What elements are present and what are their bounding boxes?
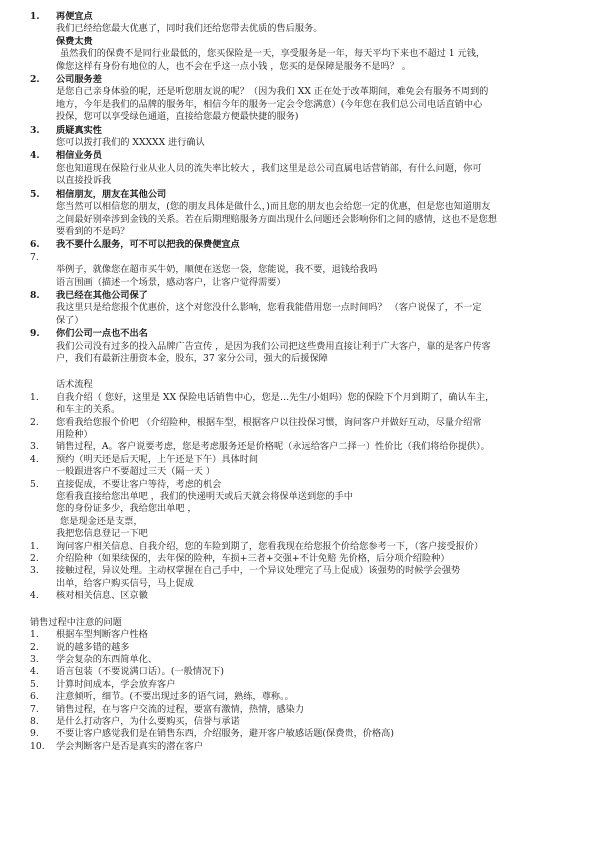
paragraph-line: 您当然可以相信您的朋友，(您的朋友具体是做什么，)而且您的朋友也会给您一定的优惠，但是您也知道朋友 <box>56 201 491 213</box>
list-item: 5. 计算时间成本，学会放弃客户 <box>30 678 176 690</box>
paragraph-line: 您可以拨打我们的 XXXXX 进行确认 <box>56 137 205 149</box>
heading-3: 3. 质疑真实性 <box>30 124 102 136</box>
paragraph-line: 您看我直接给您出单吧 ，我们的快递明天或后天就会将保单送到您的手中 <box>56 491 353 503</box>
list-item: 6. 注意倾听，细节。(不要出现过多的语气词，熟练，尊称。。 <box>30 691 294 703</box>
list-item: 3. 学会复杂的东西简单化、 <box>30 653 158 665</box>
list-item: 3. 销售过程，A。客户说要考虑，您是考虑服务还是价格呢（永远给客户二择一）性价比（我们将给你提供）。 <box>30 441 490 453</box>
list-item: 3. 接触过程，异议处理。主动权掌握在自己手中，一个异议处理完了马上促成）该强势的时候学会强势 <box>30 565 461 577</box>
paragraph-line: 要看到的不是吗？ <box>56 225 130 237</box>
list-item: 2. 说的越多错的越多 <box>30 641 130 653</box>
paragraph-line: 举例子，就像您在超市买牛奶，顺便在送您一袋，您能说，我不要，退钱给我吗 <box>56 264 378 276</box>
paragraph-line: 虽然我们的保费不是同行业最低的，您买保险是一天，享受服务是一年，每天平均下来也不超过 1 元钱， <box>60 48 486 60</box>
list-number: 7. <box>30 251 39 263</box>
paragraph-line: 像您这样有身份有地位的人，也不会在乎这一点小钱 ，您买的是保障是服务不是吗？ 。 <box>56 60 411 72</box>
paragraph-line: 我把您信息登记一下吧 <box>56 528 148 540</box>
paragraph-line: 您的身份证多少，我给您出单吧 ， <box>56 503 197 515</box>
list-item: 1. 根据车型判断客户性格 <box>30 629 148 641</box>
paragraph-line: 您是现金还是支票， <box>60 515 143 527</box>
heading-9: 9. 你们公司一点也不出名 <box>30 328 148 340</box>
paragraph-line: 以直接投诉我 <box>56 175 112 187</box>
heading-2: 2. 公司服务差 <box>30 74 102 86</box>
list-item: 4. 语言包装（不要说满口话）。(一般情况下) <box>30 666 224 678</box>
paragraph-line: 是您自己亲身体验的呢，还是听您朋友说的呢？（因为我们 XX 正在处于改革期间，难免会有服务不周到的 <box>56 86 489 98</box>
paragraph-line: 地方，今年是我们的品牌的服务年，相信今年的服务一定会令您满意）(今年您在我们总公司电话直销中心 <box>56 98 483 110</box>
heading-6: 6. 我不要什么服务，可不可以把我的保费便宜点 <box>30 239 240 251</box>
list-item: 1. 询问客户相关信息、自我介绍，您的车险到期了，您看我现在给您报个价给您参考一下，（客户接受报价） <box>30 540 484 552</box>
list-item: 8. 是什么打动客户，为什么要购买，信誉与承诺 <box>30 715 240 727</box>
list-item: 4. 预约（明天还是后天呢，上午还是下午）具体时间 <box>30 453 259 465</box>
heading-8: 8. 我已经在其他公司保了 <box>30 289 148 301</box>
heading-5: 5. 相信朋友，朋友在其他公司 <box>30 188 167 200</box>
paragraph-line: 和车主的关系。 <box>56 404 121 416</box>
paragraph-line: 我们已经给您最大优惠了，同时我们还给您带去优质的售后服务。 <box>56 23 323 35</box>
paragraph-line: 一般跟进客户不要超过三天（隔一天 ） <box>56 466 216 478</box>
paragraph-line: 出单，给客户购买信号，马上促成 <box>56 577 194 589</box>
list-item: 9. 不要让客户感觉我们是在销售东西，介绍服务，避开客户敏感话题(保费贵，价格高) <box>30 728 394 740</box>
list-item: 2. 介绍险种（如果续保的，去年保的险种，车损+三者+交强+不计免赔 先价格，后分项介绍险种） <box>30 553 450 565</box>
section-title: 话术流程 <box>56 379 93 391</box>
paragraph-line: 语言围画（描述一个场景，感动客户，让客户觉得需要） <box>56 276 286 288</box>
document-page <box>30 10 585 753</box>
paragraph-line: 投保，您可以享受绿色通道，直接给您最方便最快捷的服务) <box>56 111 299 123</box>
list-item: 10. 学会判断客户是否是真实的潜在客户 <box>30 740 203 752</box>
section-title: 销售过程中注意的问题 <box>30 616 122 628</box>
list-item: 2. 您看我给您报个价吧 （介绍险种，根据车型，根据客户以往投保习惯，询问客户并做好互动，尽量介绍常 <box>30 416 482 428</box>
paragraph-line: 我们公司没有过多的投入品牌广告宣传 ，是因为我们公司把这些费用直接让利于广大客户，靠的是客户传客 <box>56 340 491 352</box>
heading-1: 1. 再便宜点 <box>30 11 93 22</box>
paragraph-line: 我这里只是给您报个优惠价，这个对您没什么影响，您看我能借用您一点时间吗？ （客户说保了，不一定 <box>56 302 482 314</box>
subheading: 保费太贵 <box>56 35 93 47</box>
list-item: 5. 直接促成，不要让客户等待，考虑的机会 <box>30 478 222 490</box>
paragraph-line: 保了） <box>56 314 84 326</box>
paragraph-line: 户，我们有最新注册资本金，股东，37 家分公司，强大的后援保障 <box>56 352 328 364</box>
list-item: 4. 核对相关信息、区京徽 <box>30 590 148 602</box>
heading-4: 4. 相信业务员 <box>30 150 102 162</box>
paragraph-line: 您也知道现在保险行业从业人员的流失率比较大 ，我们这里是总公司直属电话营销部，有什么问题，你可 <box>56 162 482 174</box>
paragraph-line: 之间最好别牵涉到金钱的关系。若在后期理赔服务方面出现什么问题还会影响你们之间的感情，这也不是您想 <box>56 213 497 225</box>
list-item: 7. 销售过程，在与客户交流的过程，要富有激情，热情，感染力 <box>30 703 305 715</box>
list-item: 1. 自我介绍（ 您好，这里是 XX 保险电话销售中心，您是…先生/小姐吗）您的保险下个月到期了，确认车主， <box>30 391 495 403</box>
paragraph-line: 用险种） <box>56 429 93 440</box>
